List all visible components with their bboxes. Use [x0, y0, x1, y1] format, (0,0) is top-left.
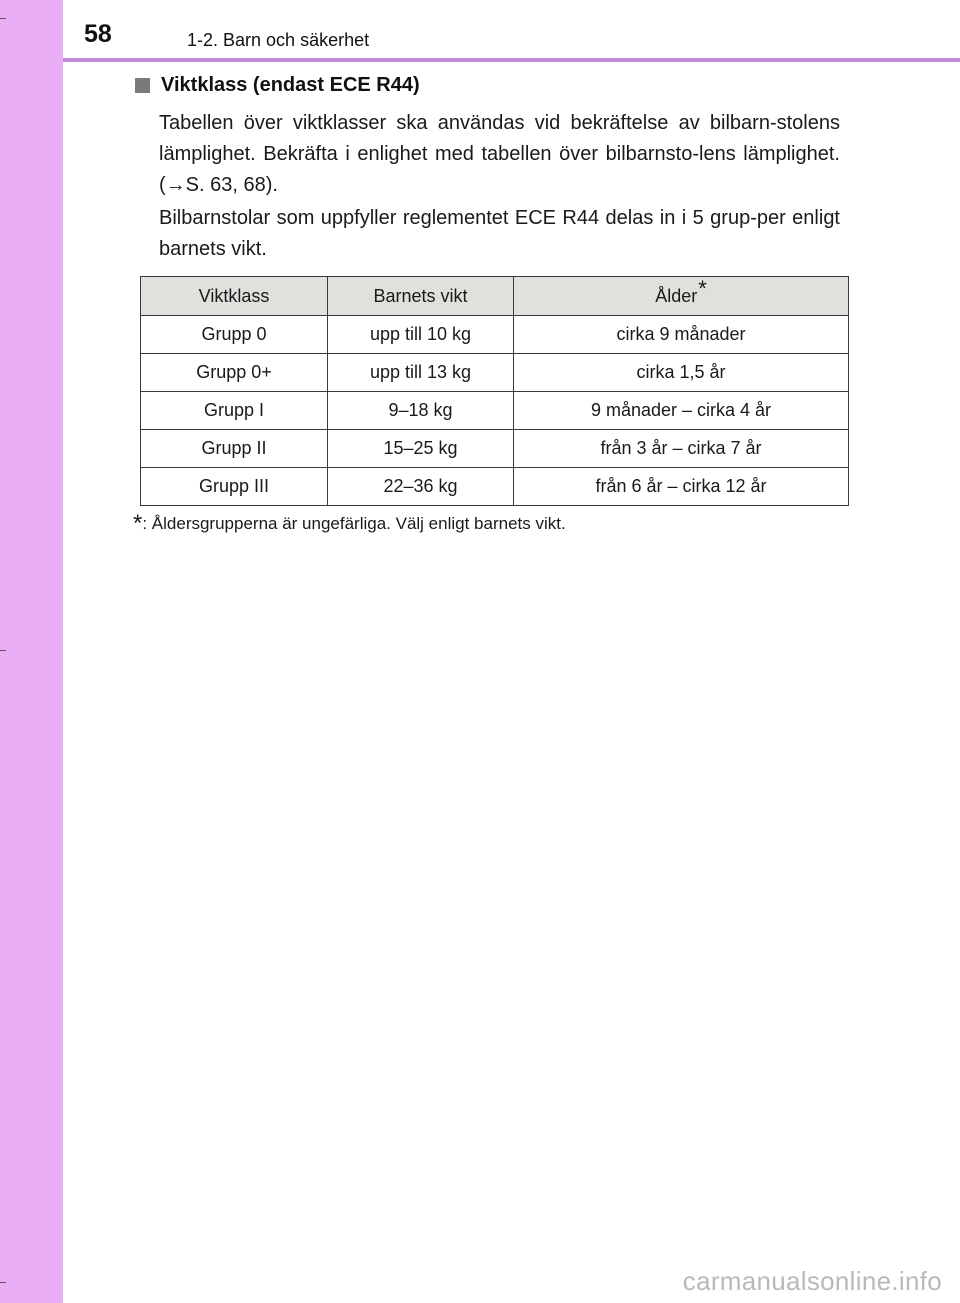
table-cell: Grupp III	[141, 468, 328, 506]
table-row	[141, 468, 849, 506]
chapter-side-bar	[0, 0, 63, 1303]
table-cell: från 3 år – cirka 7 år	[514, 430, 849, 468]
table-row	[141, 392, 849, 430]
table-cell: upp till 13 kg	[328, 354, 514, 392]
table-cell: Grupp 0	[141, 316, 328, 354]
table-cell: Grupp II	[141, 430, 328, 468]
column-header-label: Ålder	[655, 285, 698, 306]
footnote	[133, 510, 566, 538]
chapter-title: 1-2. Barn och säkerhet	[187, 30, 370, 50]
table-row	[141, 316, 849, 354]
header-rule	[63, 58, 960, 62]
table-row	[141, 430, 849, 468]
footnote-mark: *	[133, 510, 143, 537]
table-cell: upp till 10 kg	[328, 316, 514, 354]
crop-mark	[0, 1282, 6, 1283]
table-cell: 9–18 kg	[328, 392, 514, 430]
body-paragraph: Bilbarnstolar som uppfyller reglementet ECE R44 delas in i 5 grup-per enligt barnets vikt.	[159, 207, 840, 260]
table-cell: 15–25 kg	[328, 430, 514, 468]
crop-mark	[0, 18, 6, 19]
square-bullet-icon	[135, 78, 150, 93]
column-header: Viktklass	[141, 277, 328, 316]
table-row	[141, 354, 849, 392]
table-cell: 9 månader – cirka 4 år	[514, 392, 849, 430]
weight-class-table	[140, 276, 849, 506]
table-header-row	[141, 277, 849, 316]
footnote-text: : Åldersgrupperna är ungefärliga. Välj enligt barnets vikt.	[142, 514, 566, 533]
table-cell: cirka 1,5 år	[514, 354, 849, 392]
watermark: carmanualsonline.info	[682, 1266, 942, 1296]
section-heading-text: Viktklass (endast ECE R44)	[161, 74, 420, 96]
body-paragraph: Tabellen över viktklasser ska användas vid bekräftelse av bilbarn-stolens lämplighet. Bekräfta i enlighet med tabellen över bilbarnsto-lens lämplighet. (→S. 63, 68).	[159, 112, 840, 196]
table-cell: Grupp 0+	[141, 354, 328, 392]
page-number: 58	[84, 20, 112, 48]
table-cell: från 6 år – cirka 12 år	[514, 468, 849, 506]
table-cell: cirka 9 månader	[514, 316, 849, 354]
crop-mark	[0, 650, 6, 651]
footnote-mark: *	[698, 275, 707, 301]
table-cell: 22–36 kg	[328, 468, 514, 506]
table-cell: Grupp I	[141, 392, 328, 430]
column-header: Barnets vikt	[328, 277, 514, 316]
section-heading	[133, 74, 420, 97]
column-header	[514, 277, 849, 316]
